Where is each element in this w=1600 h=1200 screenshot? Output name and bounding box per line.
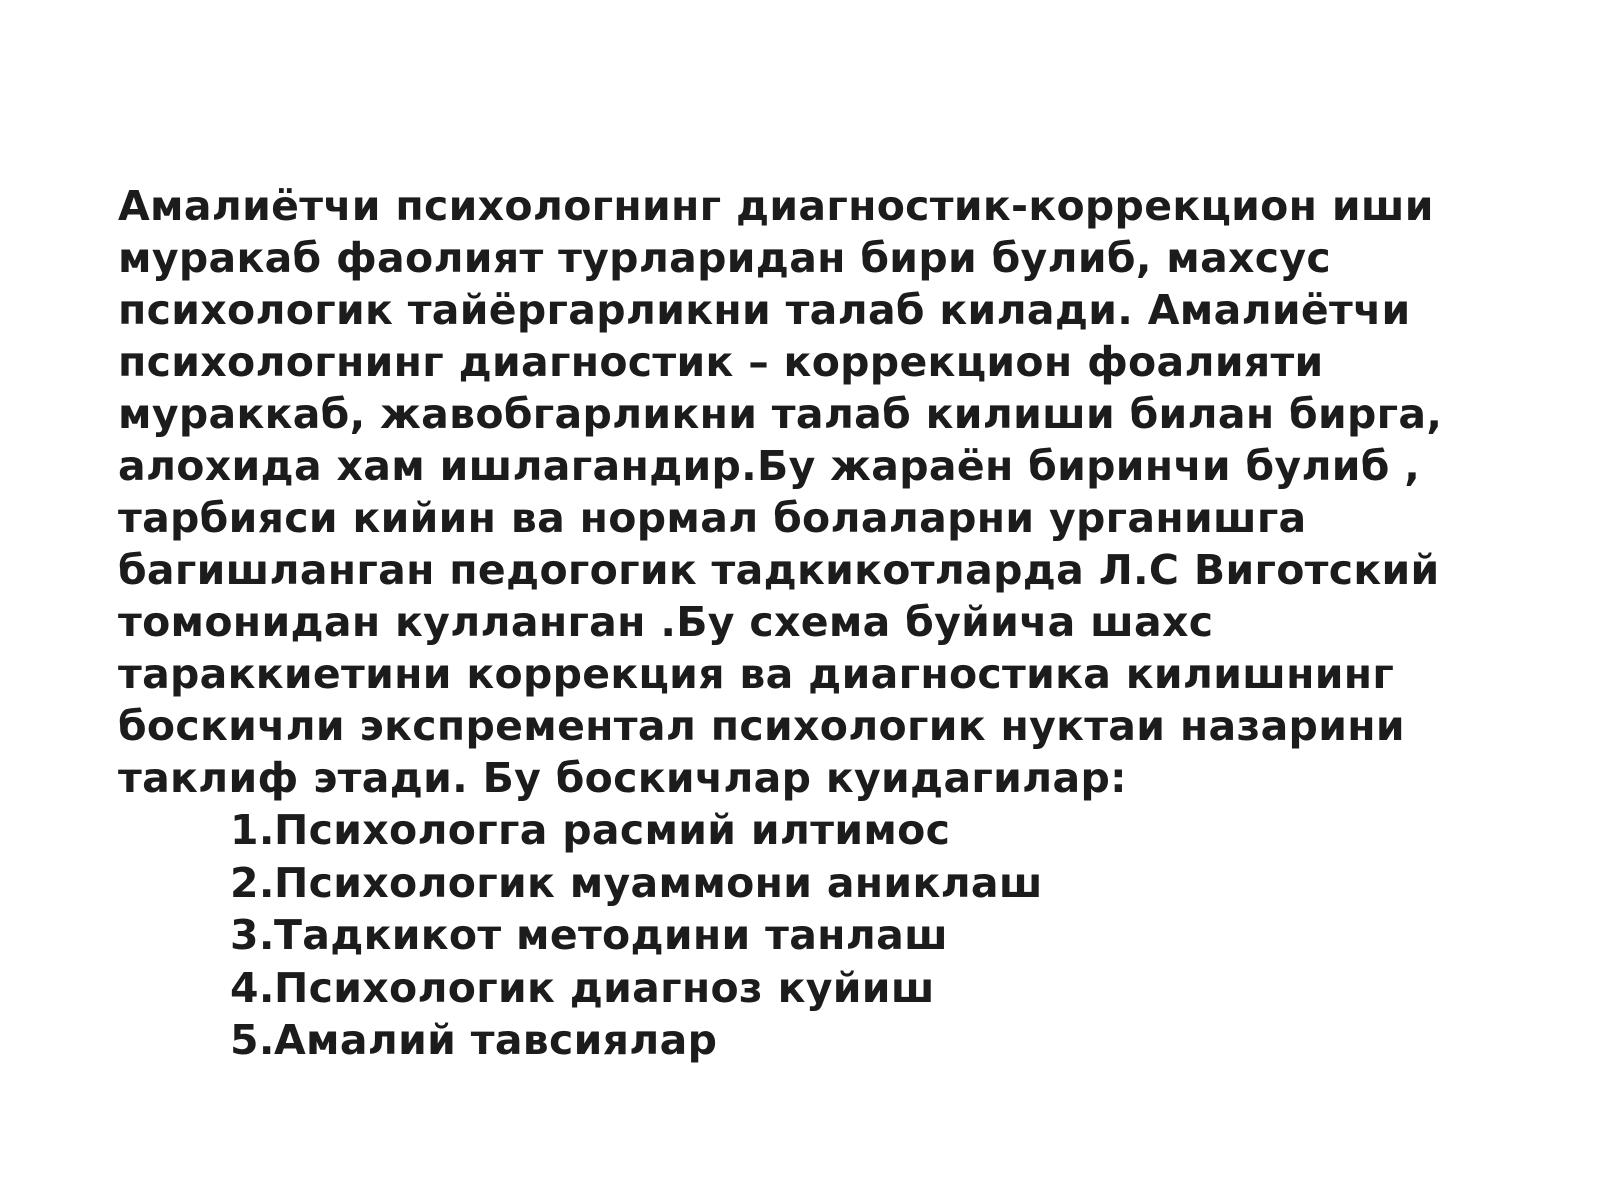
paragraph-line: боскичли экспрементал психологик нуктаи назарини [118,702,1405,750]
step-number: 4. [230,963,275,1012]
step-text: Психологга расмий илтимос [274,806,951,854]
paragraph-line: томонидан кулланган .Бу схема буйича шахс [118,598,1214,646]
step-text: Психологик муаммони аниклаш [274,858,1043,907]
steps-list [118,804,1538,1067]
step-text: Тадкикот методини танлаш [274,911,948,959]
paragraph-line: психологик тайёргарликни талаб килади. Амалиётчи [118,286,1411,334]
paragraph-line: тараккиетини коррекция ва диагностика килишнинг [118,650,1395,698]
body-paragraph [118,180,1538,804]
step-text: Психологик диагноз куйиш [274,963,935,1012]
paragraph-line: муракаб фаолият турларидан бири булиб, махсус [118,234,1332,282]
paragraph-line: мураккаб, жавобгарликни талаб килиши билан бирга, [118,390,1443,438]
step-number: 3. [230,911,275,959]
paragraph-line: Амалиётчи психологнинг диагностик-коррекцион иши [118,182,1434,230]
step-number: 2. [230,858,275,907]
slide-content [118,180,1538,1067]
step-number: 1. [230,806,275,854]
list-item [230,909,1538,962]
step-text: Амалий тавсиялар [274,1016,718,1064]
list-item [230,804,1538,857]
paragraph-line: багишланган педогогик тадкикотларда Л.С Виготский [118,546,1440,594]
paragraph-line: психологнинг диагностик – коррекцион фоалияти [118,338,1324,386]
list-item [230,962,1538,1015]
step-number: 5. [230,1016,275,1064]
list-item [230,857,1538,910]
paragraph-line: алохида хам ишлагандир.Бу жараён биринчи булиб , [118,442,1421,490]
list-item [230,1014,1538,1067]
paragraph-line: тарбияси кийин ва нормал болаларни урганишга [118,494,1307,542]
paragraph-line: таклиф этади. Бу боскичлар куидагилар: [118,754,1127,802]
